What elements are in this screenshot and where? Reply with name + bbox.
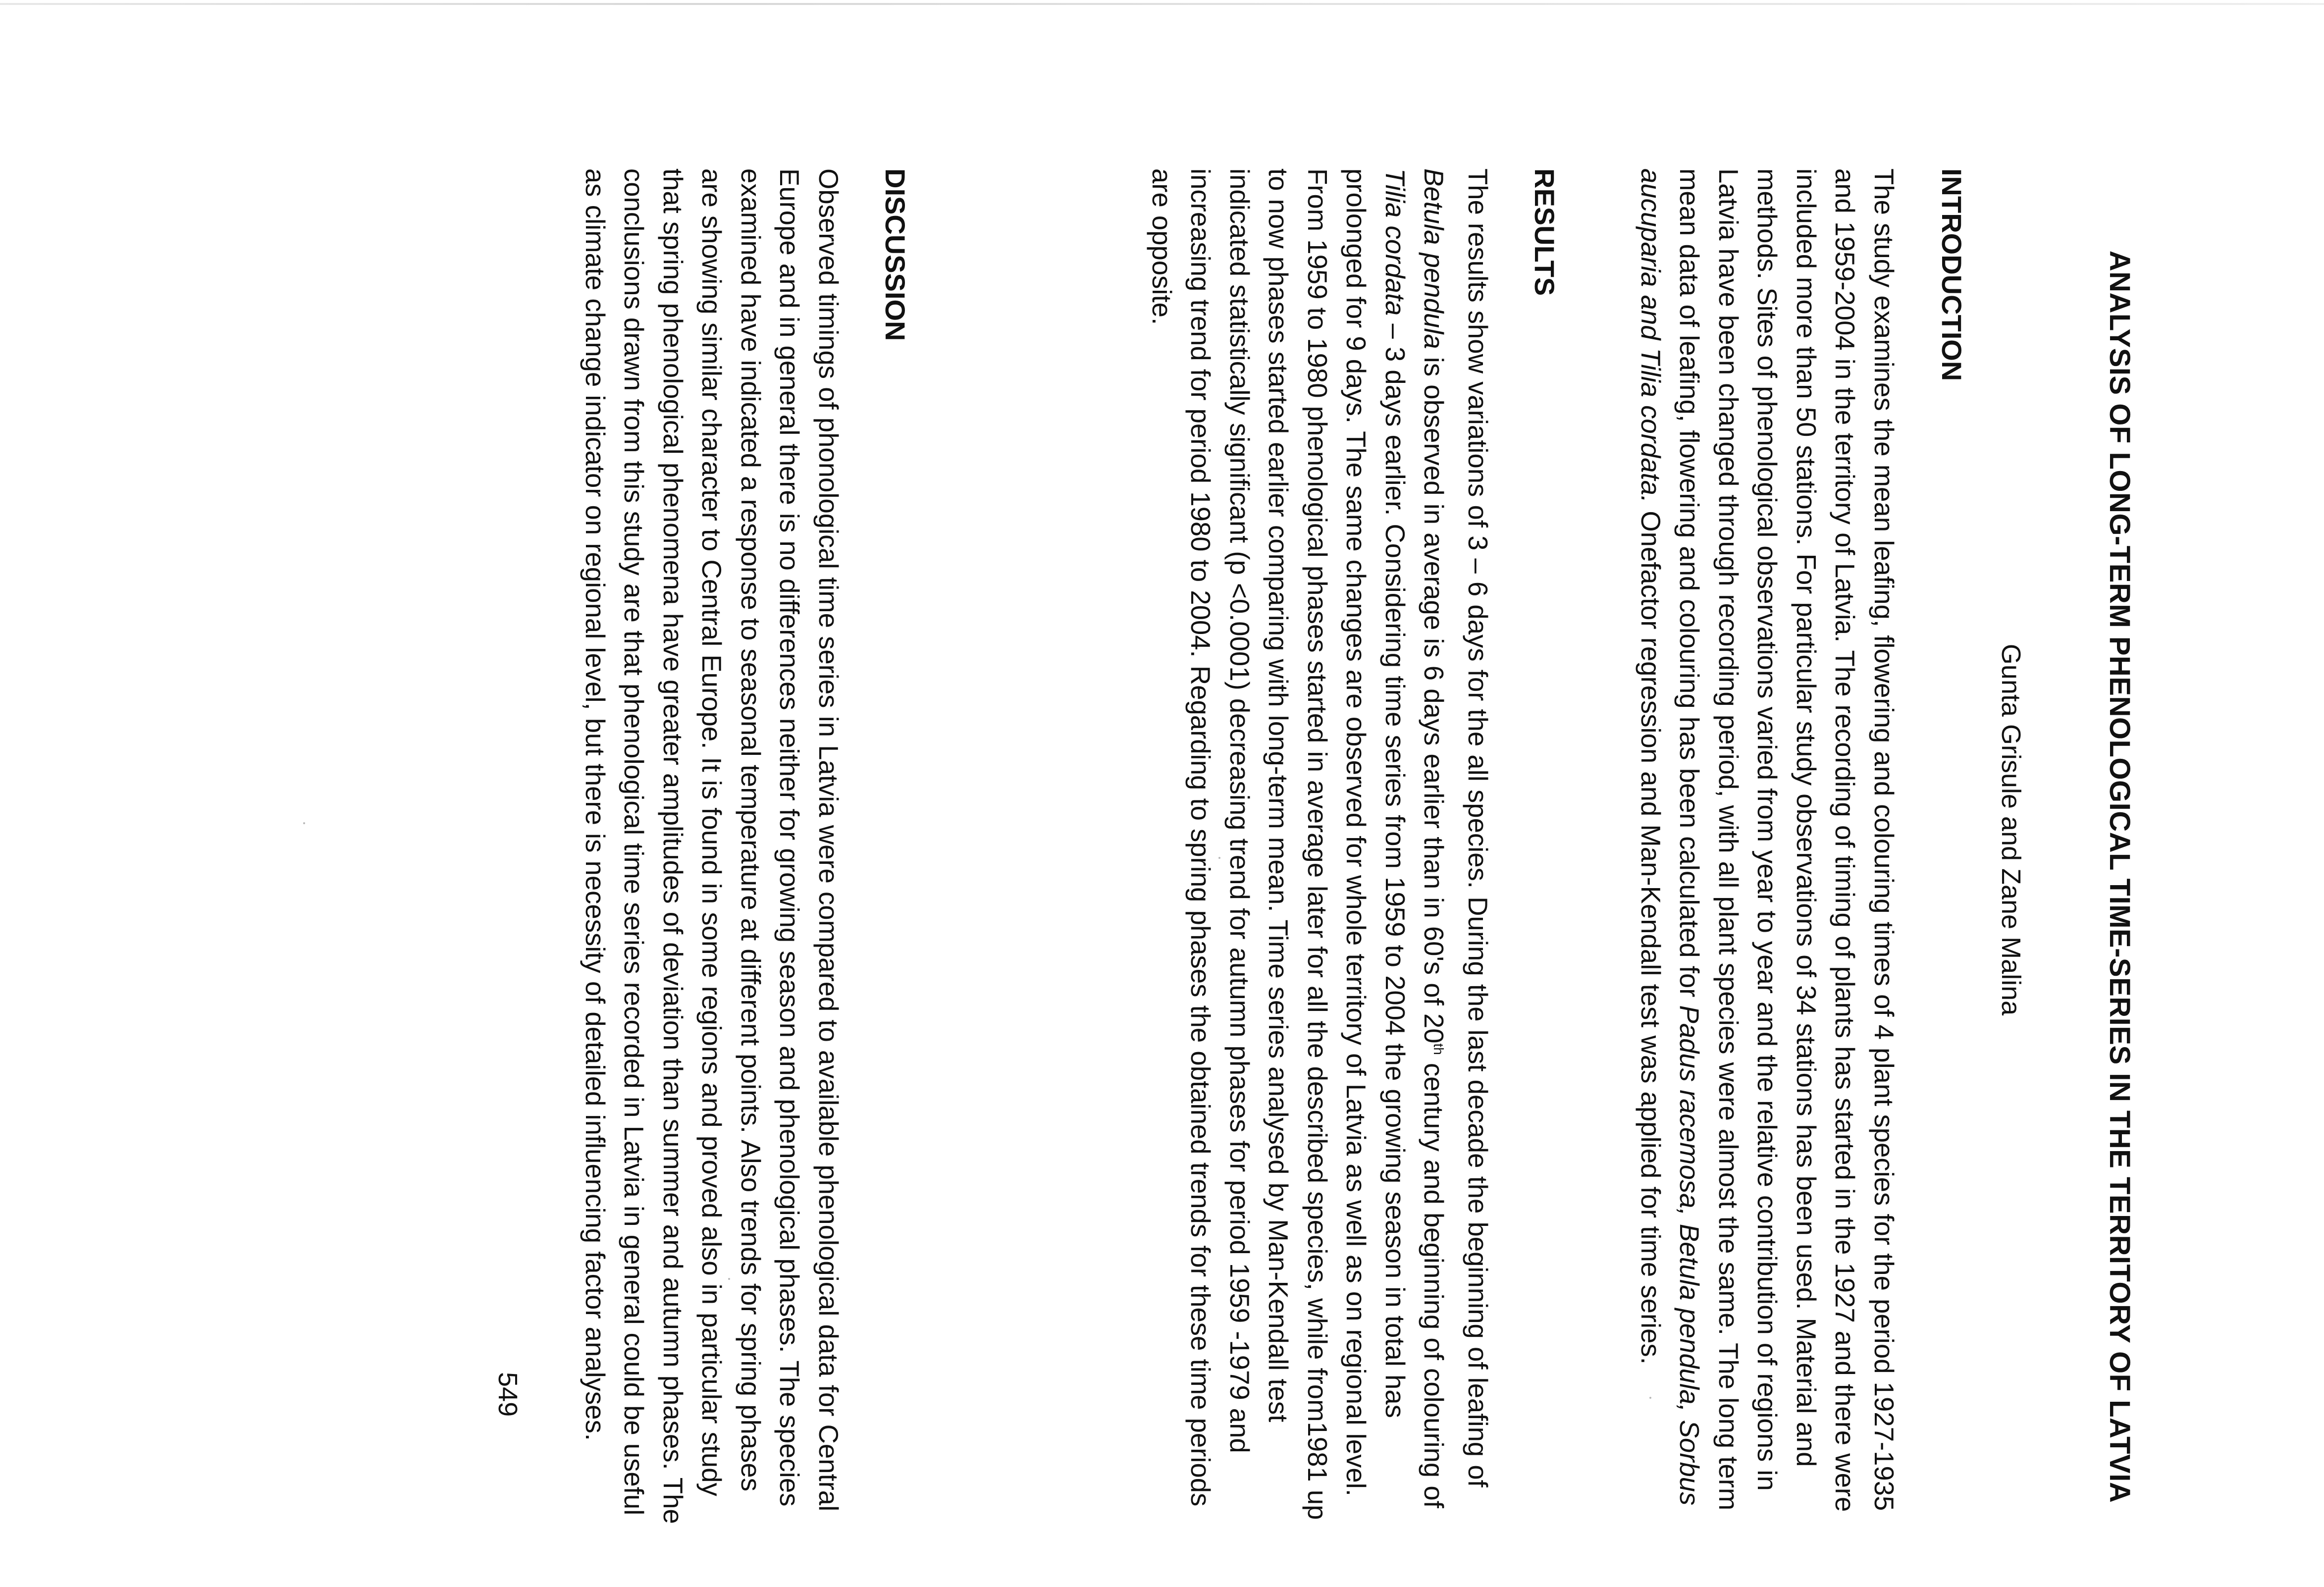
results-text-3: century and beginning of colouring of [1419, 1055, 1449, 1508]
results-superscript: th [1431, 1043, 1447, 1055]
results-text-2: is observed in average is 6 days earlier than in 60's of 20 [1419, 349, 1449, 1044]
discussion-heading: DISCUSSION [880, 168, 911, 341]
page-number: 549 [493, 1372, 523, 1417]
introduction-heading: INTRODUCTION [1936, 168, 1967, 381]
introduction-text-1: The study examines the mean leafing, flowering and colouring times of 4 plant species for the period 1927-1935 and 1959-2004 in the territory of Latvia. The recording of timing of plants has started in the 1927 and there were included more than 50 stations. For particular study observations of 34 stations has been used. Material and methods. Sites of phenological observations varied from year to year and the relative contribution of regions in Latvia have been changed through recording period, with all plant species were almost the same. The long term mean data of leafing, flowering and colouring has been calculated for [1674, 168, 1899, 1512]
results-text-1: The results show variations of 3 – 6 days for the all species. During the last decade the beginning of leafing of [1463, 168, 1493, 1487]
author-line: Gunta Grisule and Zane Malina [1996, 643, 2026, 1016]
results-paragraph [1142, 168, 1497, 1535]
scan-speck [303, 822, 305, 824]
introduction-text-2: Onefactor regression and Man-Kendall test was applied for time series. [1636, 503, 1666, 1365]
paper-title: ANALYSIS OF LONG-TERM PHENOLOGICAL TIME-SERIES IN THE TERRITORY OF LATVIA [2104, 250, 2136, 1503]
scan-speck [728, 1278, 730, 1280]
paper-page [406, 124, 2140, 1535]
results-text-4: – 3 days earlier. Considering time series from 1959 to 2004 the growing season in total has prolonged for 9 days. The same changes are observed for whole territory of Latvia as well as on regional level. From 1959 to 1980 phenological phases started in average later for all the described species, while from1981 up to now phases started earlier comparing with long-term mean. Time series analysed by Man-Kendall test indicated statistically significant (p <0.0001) decreasing trend for autumn phases for period 1959 -1979 and increasing trend for period 1980 to 2004. Regarding to spring phases the obtained trends for these time periods are opposite. [1146, 168, 1410, 1520]
scan-speck [1649, 1397, 1651, 1399]
introduction-paragraph [1631, 168, 1903, 1535]
results-heading: RESULTS [1529, 168, 1560, 296]
discussion-text: Observed timings of phonological time series in Latvia were compared to available phenological data for Central Europe and in general there is no differences neither for growing season and phenological phases. The species examined have indicated a response to seasonal temperature at different points. Also trends for spring phases are showing similar character to Central Europe. It is found in some regions and proved also in particular study that spring phenological phenomena have greater amplitudes of deviation than summer and autumn phases. The conclusions drawn from this study are that phenological time series recorded in Latvia in general could be useful as climate change indicator on regional level, but there is necessity of detailed influencing factor analyses. [580, 168, 844, 1524]
results-species-betula: Betula pendula [1419, 168, 1449, 349]
scan-edge-line [0, 3, 2324, 5]
discussion-paragraph [576, 168, 848, 1535]
results-species-tilia: Tilia cordata [1379, 168, 1410, 316]
introduction-species-list: Padus racemosa, Betula pendula, Sorbus aucuparia and Tilia cordata. [1636, 168, 1705, 1506]
scan-speck [1218, 857, 1220, 859]
